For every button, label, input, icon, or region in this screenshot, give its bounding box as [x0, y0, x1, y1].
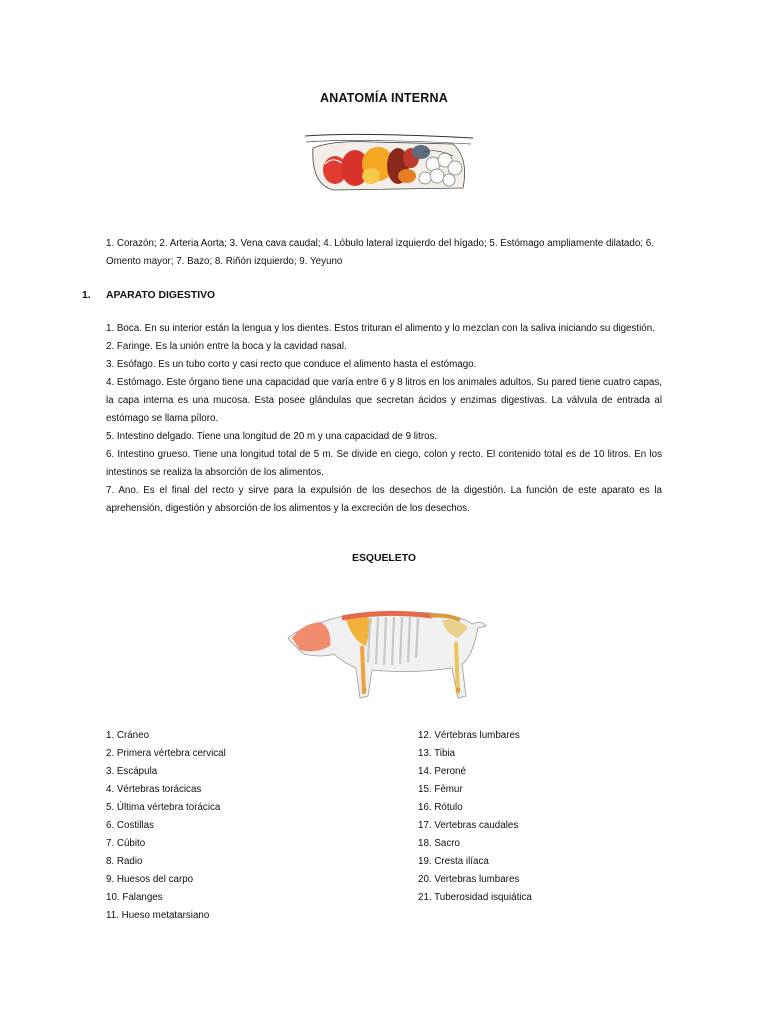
list-item: 2. Primera vértebra cervical [106, 747, 226, 759]
list-item: 11. Hueso metatarsiano [106, 909, 210, 921]
list-item: 13. Tibia [418, 747, 456, 759]
paragraph: 3. Esófago. Es un tubo corto y casi recto que conduce el alimento hasta el estómago. [106, 359, 477, 370]
paragraph: 6. Intestino grueso. Tiene una longitud total de 5 m. Se divide en ciego, colon y recto. El contenido total es de 10 litros. En los intestinos se realiza la absorción de los alimentos. [106, 449, 662, 478]
skeleton-list-left [106, 727, 226, 924]
digestive-paragraphs [106, 320, 662, 518]
list-item: 8. Radio [106, 855, 143, 867]
list-item: 16. Rótulo [418, 801, 463, 813]
list-item: 12. Vértebras lumbares [418, 730, 520, 741]
paragraph: 5. Intestino delgado. Tiene una longitud de 20 m y una capacidad de 9 litros. [106, 431, 438, 442]
page-title: ANATOMÍA INTERNA [320, 91, 448, 105]
list-item: 10. Falanges [106, 891, 163, 903]
list-item: 15. Fémur [418, 783, 463, 795]
paragraph: 7. Ano. Es el final del recto y sirve para la expulsión de los desechos de la digestión. La función de este aparato es la aprehensión, digestión y absorción de los alimentos y la excreción de los desechos. [106, 485, 662, 514]
list-item: 21. Tuberosidad isquiática [418, 891, 532, 903]
list-item: 6. Costillas [106, 819, 154, 831]
list-item: 1. Cráneo [106, 730, 150, 741]
paragraph: 1. Boca. En su interior están la lengua y los dientes. Estos trituran el alimento y lo mezclan con la saliva iniciando su digestión. [106, 323, 655, 334]
pig-skeleton-illustration [282, 598, 492, 702]
skeleton-list-right [418, 727, 532, 907]
skeleton-title: ESQUELETO [352, 553, 416, 564]
list-item: 14. Peroné [418, 765, 466, 777]
list-item: 9. Huesos del carpo [106, 873, 194, 885]
section-number: 1. [82, 290, 91, 301]
pig-internal-organs-illustration [303, 128, 475, 196]
list-item: 4. Vértebras torácicas [106, 783, 202, 795]
list-item: 17. Vertebras caudales [418, 819, 519, 831]
figure-caption: 1. Corazón; 2. Arteria Aorta; 3. Vena cava caudal; 4. Lóbulo lateral izquierdo del hígado; 5. Estómago ampliamente dilatado; 6. Omento mayor; 7. Bazo; 8. Riñón izquierdo; 9. Yeyuno [106, 238, 654, 267]
list-item: 18. Sacro [418, 837, 460, 849]
section-title: APARATO DIGESTIVO [106, 290, 216, 301]
list-item: 3. Escápula [106, 765, 158, 777]
list-item: 19. Cresta ilíaca [418, 855, 489, 867]
paragraph: 4. Estómago. Este órgano tiene una capacidad que varía entre 6 y 8 litros en los animales adultos. Su pared tiene cuatro capas, la capa interna es una mucosa. Esta posee glándulas que secretan ácidos y enzimas digestivas. La válvula de entrada al estómago se llama píloro. [106, 377, 662, 424]
list-item: 20. Vertebras lumbares [418, 873, 520, 885]
paragraph: 2. Faringe. Es la unión entre la boca y la cavidad nasal. [106, 341, 347, 352]
list-item: 5. Última vértebra torácica [106, 801, 221, 813]
list-item: 7. Cúbito [106, 837, 146, 849]
